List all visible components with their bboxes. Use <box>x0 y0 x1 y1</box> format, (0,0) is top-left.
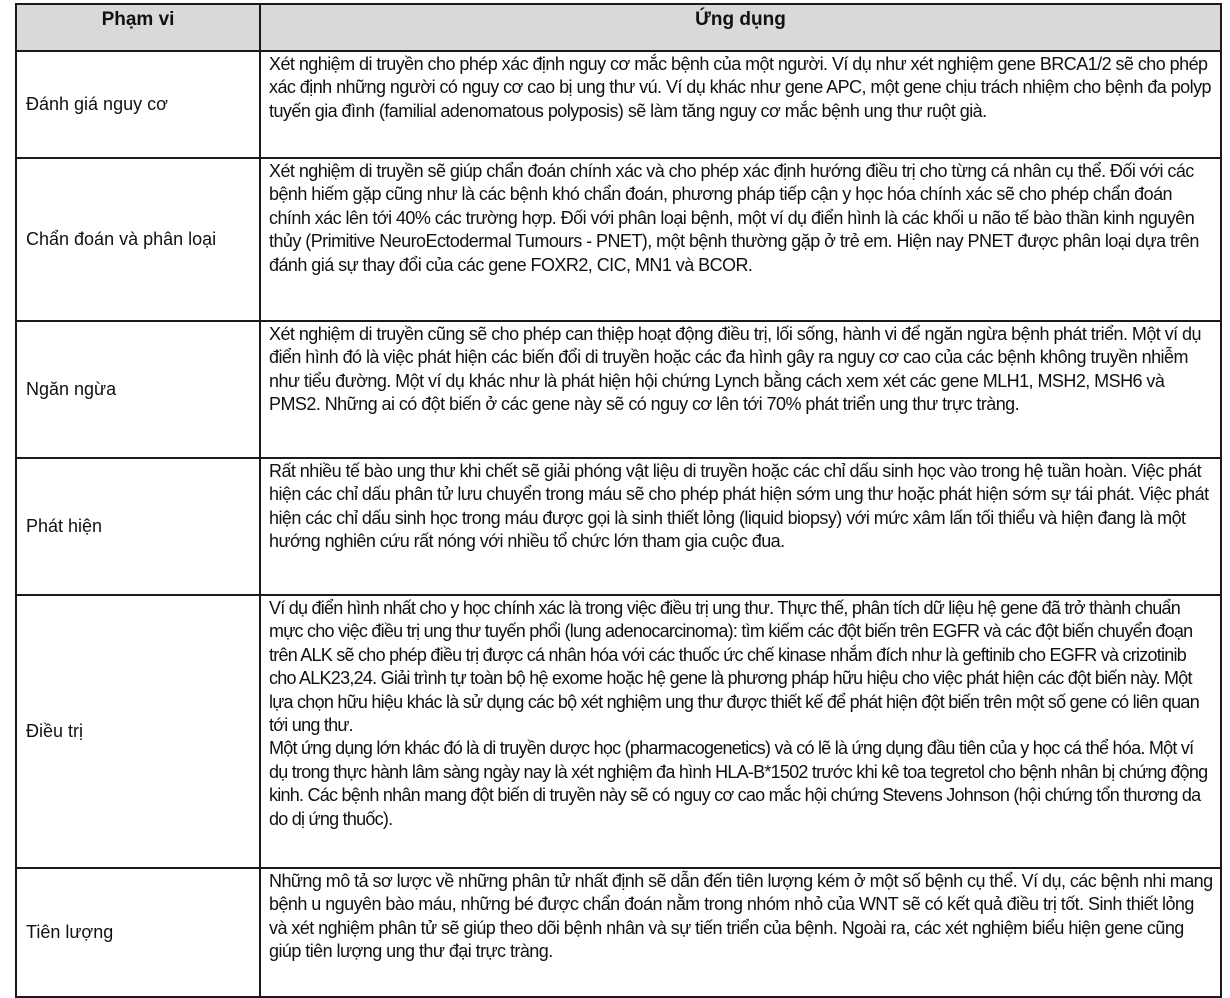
application-cell <box>260 458 1221 595</box>
application-paragraph: Xét nghiệm di truyền sẽ giúp chẩn đoán chính xác và cho phép xác định hướng điều trị cho từng cá nhân cụ thể. Đối với các bệnh hiếm gặp cũng như là các bệnh khó chẩn đoán, phương pháp tiếp cận y học hóa chính xác sẽ cho phép chẩn đoán chính xác lên tới 40% các trường hợp. Đối với phân loại bệnh, một ví dụ điển hình là các khối u não tế bào thần kinh nguyên thủy (Primitive NeuroEctodermal Tumours - PNET), một bệnh thường gặp ở trẻ em. Hiện nay PNET được phân loại dựa trên đánh giá sự thay đổi của các gene FOXR2, CIC, MN1 và BCOR. <box>269 161 1199 275</box>
scope-cell: Điều trị <box>16 595 260 868</box>
application-paragraph: Xét nghiệm di truyền cũng sẽ cho phép can thiệp hoạt động điều trị, lối sống, hành vi để ngăn ngừa bệnh phát triển. Một ví dụ điển hình đó là việc phát hiện các biến đổi di truyền hoặc các đa hình gây ra nguy cơ cao của các bệnh không truyền nhiễm như tiểu đường. Một ví dụ khác như là phát hiện hội chứng Lynch bằng cách xem xét các gene MLH1, MSH2, MSH6 và PMS2. Những ai có đột biến ở các gene này sẽ có nguy cơ lên tới 70% phát triển ung thư trực tràng. <box>269 324 1201 415</box>
table-row <box>16 51 1221 158</box>
application-paragraph: Ví dụ điển hình nhất cho y học chính xác là trong việc điều trị ung thư. Thực thế, phân tích dữ liệu hệ gene đã trở thành chuẩn mực cho việc điều trị ung thư tuyến phổi (lung adenocarcinoma): tìm kiếm các đột biến trên EGFR và các đột biến chuyển đoạn trên ALK sẽ cho phép điều trị được cá nhân hóa với các thuốc ức chế kinase nhắm đích như là geftinib cho EGFR và crizotinib cho ALK23,24. Giải trình tự toàn bộ hệ exome hoặc hệ gene là phương pháp hữu hiệu cho việc phát hiện các đột biến này. Một lựa chọn hữu hiệu khác là sử dụng các bộ xét nghiệm ung thư được thiết kế để phát hiện đột biến trên một số gene có liên quan tới ung thư. <box>269 598 1199 736</box>
scope-cell: Chẩn đoán và phân loại <box>16 158 260 321</box>
table-row <box>16 158 1221 321</box>
application-cell <box>260 158 1221 321</box>
application-paragraph: Những mô tả sơ lược về những phân tử nhất định sẽ dẫn đến tiên lượng kém ở một số bệnh cụ thể. Ví dụ, các bệnh nhi mang bệnh u nguyên bào máu, những bé được chẩn đoán nằm trong nhóm nhỏ của WNT sẽ có kết quả điều trị tốt. Sinh thiết lỏng và xét nghiệm phân tử sẽ giúp theo dõi bệnh nhân và sự tiến triển của bệnh. Ngoài ra, các xét nghiệm biểu hiện gene cũng giúp tiên lượng ung thư đại trực tràng. <box>269 871 1213 962</box>
application-cell <box>260 868 1221 997</box>
application-paragraph: Rất nhiều tế bào ung thư khi chết sẽ giải phóng vật liệu di truyền hoặc các chỉ dấu sinh học vào trong hệ tuần hoàn. Việc phát hiện các chỉ dấu phân tử lưu chuyển trong máu sẽ cho phép phát hiện sớm ung thư hoặc phát hiện sớm sự tái phát. Việc phát hiện các chỉ dấu sinh học trong máu được gọi là sinh thiết lỏng (liquid biopsy) với mức xâm lấn tối thiểu và hiện đang là một hướng nghiên cứu rất nóng với nhiều tổ chức lớn tham gia cuộc đua. <box>269 461 1209 552</box>
table-row <box>16 458 1221 595</box>
header-application: Ứng dụng <box>260 4 1221 51</box>
scope-cell: Ngăn ngừa <box>16 321 260 458</box>
table-row <box>16 321 1221 458</box>
application-paragraph: Xét nghiệm di truyền cho phép xác định nguy cơ mắc bệnh của một người. Ví dụ như xét nghiệm gene BRCA1/2 sẽ cho phép xác định những người có nguy cơ cao bị ung thư vú. Ví dụ khác như gene APC, một gene chịu trách nhiệm cho bệnh đa polyp tuyến gia đình (familial adenomatous polyposis) sẽ làm tăng nguy cơ mắc bệnh ung thư ruột già. <box>269 54 1211 121</box>
application-cell <box>260 51 1221 158</box>
table-row <box>16 595 1221 868</box>
application-cell <box>260 595 1221 868</box>
header-scope: Phạm vi <box>16 4 260 51</box>
application-paragraph: Một ứng dụng lớn khác đó là di truyền dược học (pharmacogenetics) và có lẽ là ứng dụng đầu tiên của y học cá thể hóa. Một ví dụ trong thực hành lâm sàng ngày nay là xét nghiệm đa hình HLA-B*1502 trước khi kê toa tegretol cho bệnh nhân bị chứng động kinh. Các bệnh nhân mang đột biến di truyền này sẽ có nguy cơ cao mắc hội chứng Stevens Johnson (hội chứng tổn thương da do dị ứng thuốc). <box>269 738 1208 829</box>
table-row <box>16 868 1221 997</box>
header-row <box>16 4 1221 51</box>
scope-cell: Tiên lượng <box>16 868 260 997</box>
scope-cell: Đánh giá nguy cơ <box>16 51 260 158</box>
precision-medicine-table <box>15 3 1222 998</box>
scope-cell: Phát hiện <box>16 458 260 595</box>
application-cell <box>260 321 1221 458</box>
